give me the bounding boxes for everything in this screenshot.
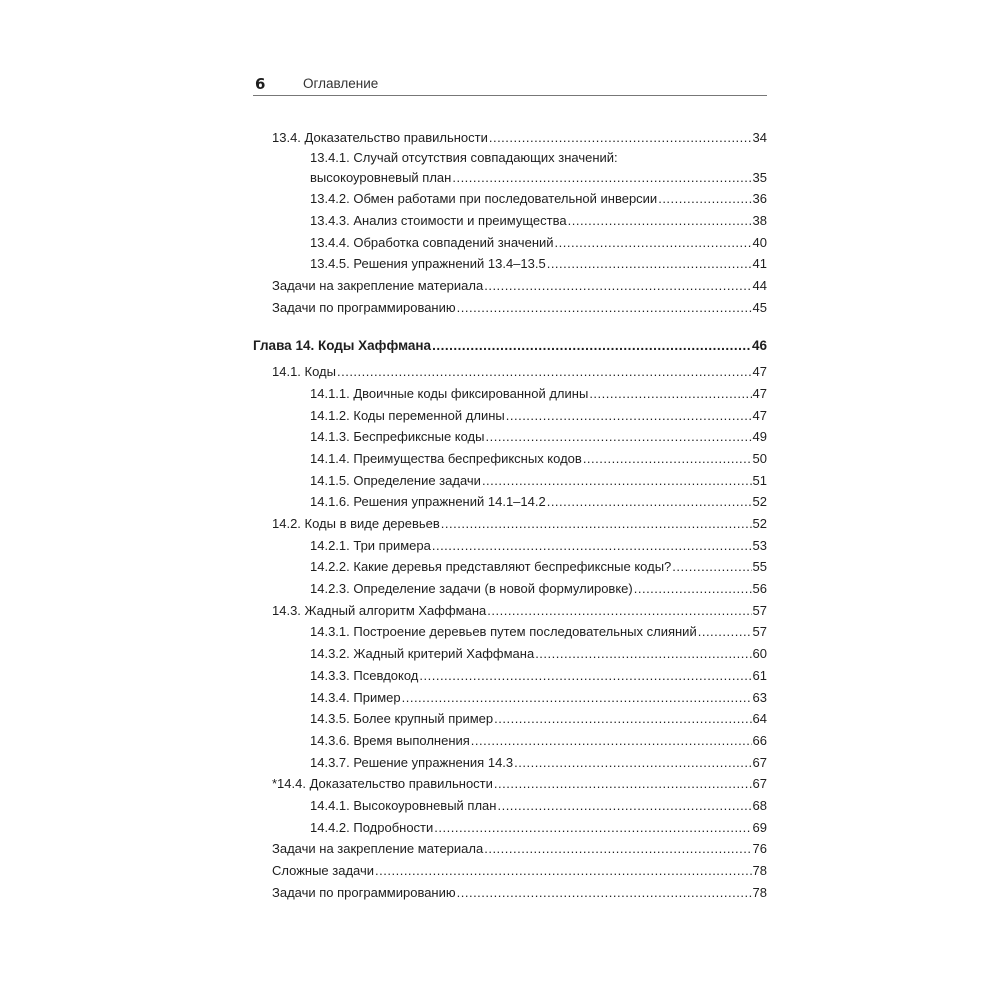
toc-entry[interactable] [253,188,767,210]
toc-entry-page: 38 [752,213,767,229]
toc-entry[interactable] [253,426,767,448]
toc-entry-title: 14.4.1. Высокоуровневый план [310,797,497,813]
toc-entry[interactable] [253,405,767,427]
toc-entry-page: 56 [752,581,767,597]
toc-entry-page: 67 [752,754,767,770]
dot-leader [672,556,751,578]
toc-entry-title: 14.4.2. Подробности [310,819,434,835]
toc-entry-page: 63 [752,689,767,705]
toc-entry[interactable] [253,730,767,752]
toc-entry[interactable] [253,127,767,149]
toc-entry-page: 68 [752,797,767,813]
toc-entry-page: 47 [752,364,767,380]
toc-entry[interactable] [253,578,767,600]
toc-entry-title: 14.1.5. Определение задачи [310,472,481,488]
dot-leader [375,860,752,882]
toc-entry-page: 47 [752,407,767,423]
toc-entry[interactable] [253,297,767,319]
toc-entry-title: 14.3.3. Псевдокод [310,667,419,683]
toc-entry-title: 14.3. Жадный алгоритм Хаффмана [272,602,487,618]
toc-entry[interactable] [253,470,767,492]
page-number: 6 [255,75,266,93]
dot-leader [589,383,751,405]
toc-entry[interactable] [253,275,767,297]
toc-entry[interactable] [253,513,767,535]
dot-leader [441,513,752,535]
toc-entry[interactable] [253,361,767,383]
toc-entry-page: 36 [752,191,767,207]
toc-entry-title: Задачи по программированию [272,884,456,900]
toc-entry[interactable] [253,817,767,839]
toc-entry[interactable] [253,643,767,665]
running-title: Оглавление [303,76,379,91]
toc-entry[interactable] [253,448,767,470]
dot-leader [482,470,752,492]
toc-entry[interactable] [253,210,767,232]
dot-leader [506,405,752,427]
dot-leader [658,188,751,210]
chapter-heading[interactable] [253,335,767,357]
toc-entry-title: Задачи по программированию [272,299,456,315]
toc-entry[interactable] [253,491,767,513]
toc-entry-title: Задачи на закрепление материала [272,278,484,294]
toc-entry-page: 41 [752,256,767,272]
toc-entry-title: 14.1.6. Решения упражнений 14.1–14.2 [310,494,546,510]
toc-entry-page: 45 [752,299,767,315]
toc-entry-page: 60 [752,646,767,662]
dot-leader [432,535,752,557]
toc-entry-title: 14.3.5. Более крупный пример [310,711,494,727]
toc-entry[interactable] [253,860,767,882]
toc-entry-title: 13.4.4. Обработка совпадений значений [310,234,554,250]
toc-entry-title: Глава 14. Коды Хаффмана [253,337,432,353]
toc-entry-title: 14.1. Коды [272,364,336,380]
toc-entry-page: 51 [752,472,767,488]
toc-entry-title: 14.3.1. Построение деревьев путем последовательных слияний [310,624,697,640]
table-of-contents [253,127,767,903]
toc-entry-page: 66 [752,732,767,748]
toc-entry-page: 76 [752,841,767,857]
toc-entry-page: 55 [752,559,767,575]
toc-entry-title: 13.4.3. Анализ стоимости и преимущества [310,213,567,229]
running-header [253,74,767,96]
toc-entry-page: 34 [752,130,767,145]
toc-entry-title: Задачи на закрепление материала [272,841,484,857]
dot-leader [486,426,752,448]
toc-entry[interactable] [253,232,767,254]
toc-entry-page: 35 [752,169,767,185]
dot-leader [497,795,751,817]
toc-entry[interactable] [253,773,767,795]
toc-entry[interactable] [253,752,767,774]
dot-leader [494,708,751,730]
toc-entry-multiline[interactable] [253,149,767,189]
dot-leader [434,817,751,839]
toc-entry-title: 14.2.3. Определение задачи (в новой формулировке) [310,581,633,597]
dot-leader [484,838,751,860]
toc-entry[interactable] [253,708,767,730]
toc-entry[interactable] [253,665,767,687]
dot-leader [402,687,752,709]
toc-entry-title: 14.2. Коды в виде деревьев [272,516,440,531]
dot-leader [494,773,752,795]
dot-leader [457,297,752,319]
toc-entry-title: 14.1.2. Коды переменной длины [310,407,505,423]
toc-entry-page: 69 [752,819,767,835]
dot-leader [535,643,751,665]
toc-entry-title: 14.1.1. Двоичные коды фиксированной длины [310,385,589,401]
dot-leader [471,730,752,752]
dot-leader [514,752,751,774]
toc-entry-title: 14.3.4. Пример [310,689,401,705]
dot-leader [484,275,751,297]
toc-entry[interactable] [253,838,767,860]
toc-entry-page: 57 [752,624,767,640]
dot-leader [419,665,751,687]
dot-leader [487,600,751,622]
toc-entry-page: 40 [752,234,767,250]
toc-entry[interactable] [253,383,767,405]
toc-entry[interactable] [253,600,767,622]
toc-entry-title: 14.1.4. Преимущества беспрефиксных кодов [310,450,582,466]
toc-entry[interactable] [253,167,767,189]
toc-entry-page: 67 [752,776,767,792]
toc-entry[interactable] [253,535,767,557]
dot-leader [457,882,752,904]
dot-leader [432,335,751,357]
dot-leader [547,491,752,513]
toc-entry-title: 13.4. Доказательство правильности [272,130,488,145]
toc-entry-title-line1: 13.4.1. Случай отсутствия совпадающих значений: [310,149,618,165]
dot-leader [547,253,752,275]
toc-entry-page: 78 [752,863,767,878]
dot-leader [555,232,752,254]
toc-entry-page: 52 [752,494,767,510]
toc-entry-title: 14.3.6. Время выполнения [310,732,470,748]
toc-entry-title: *14.4. Доказательство правильности [272,776,493,792]
toc-entry-page: 78 [752,884,767,900]
dot-leader [698,621,752,643]
toc-entry-page: 50 [752,450,767,466]
toc-entry-page: 61 [752,667,767,683]
dot-leader [452,167,751,189]
toc-entry[interactable] [253,687,767,709]
toc-entry-page: 64 [752,711,767,727]
toc-entry-title: 13.4.5. Решения упражнений 13.4–13.5 [310,256,546,272]
dot-leader [568,210,752,232]
toc-entry[interactable] [253,253,767,275]
toc-entry-title: 14.3.7. Решение упражнения 14.3 [310,754,514,770]
toc-entry-page: 44 [752,278,767,294]
dot-leader [634,578,752,600]
toc-entry-title: Сложные задачи [272,863,375,878]
toc-entry-title: 14.3.2. Жадный критерий Хаффмана [310,646,535,662]
toc-entry-title: высокоуровневый план [310,169,452,185]
dot-leader [489,127,752,149]
dot-leader [337,361,752,383]
toc-entry[interactable] [253,556,767,578]
toc-entry[interactable] [253,882,767,904]
toc-entry-page: 53 [752,537,767,553]
dot-leader [583,448,752,470]
toc-entry-title: 14.2.2. Какие деревья представляют беспрефиксные коды? [310,559,672,575]
toc-entry-page: 47 [752,385,767,401]
toc-entry-page: 49 [752,429,767,445]
toc-entry-page: 52 [752,516,767,531]
toc-entry-title: 13.4.2. Обмен работами при последовательной инверсии [310,191,658,207]
toc-entry-title: 14.1.3. Беспрефиксные коды [310,429,485,445]
toc-entry[interactable] [253,795,767,817]
toc-entry-page: 46 [751,337,767,353]
toc-entry-page: 57 [752,602,767,618]
toc-entry-title: 14.2.1. Три примера [310,537,431,553]
toc-entry[interactable] [253,621,767,643]
